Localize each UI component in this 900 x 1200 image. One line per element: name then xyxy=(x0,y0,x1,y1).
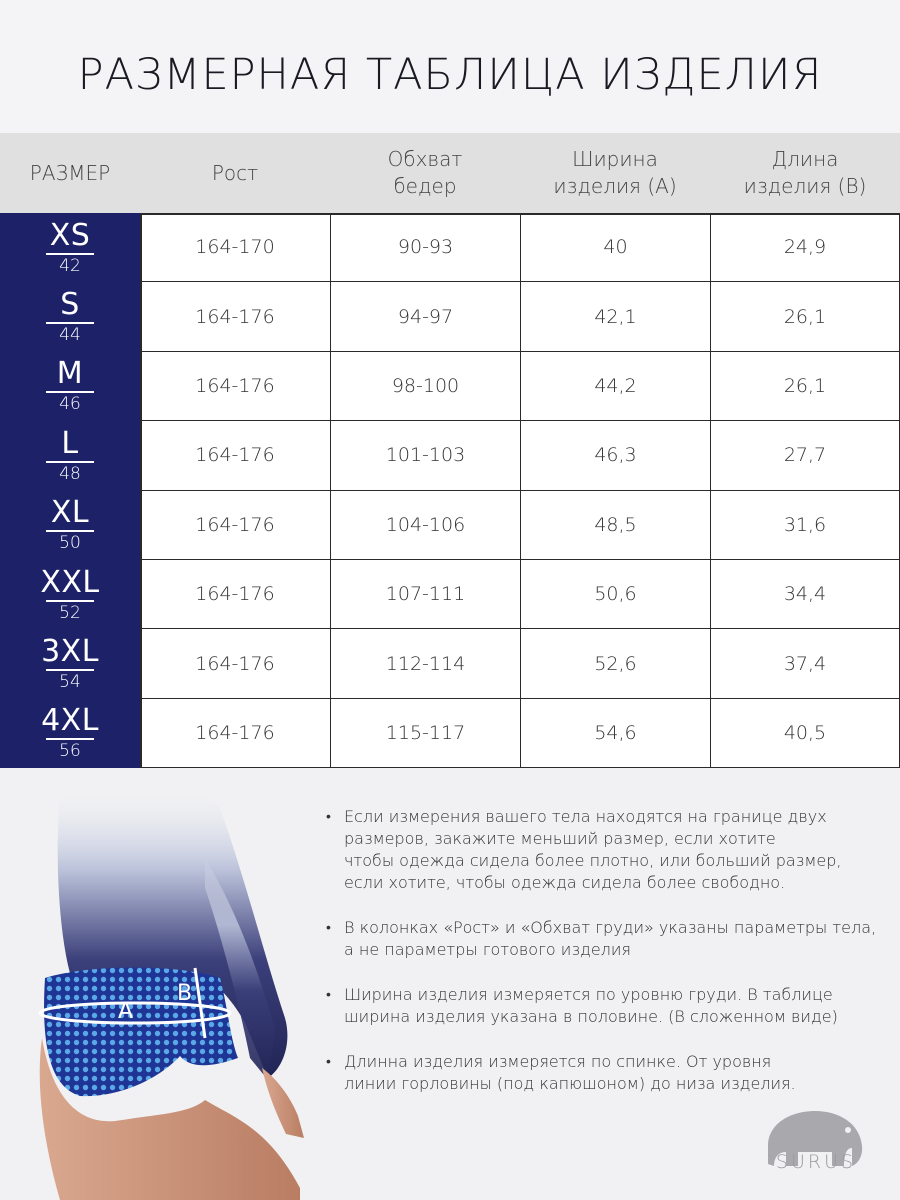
page-title: РАЗМЕРНАЯ ТАБЛИЦА ИЗДЕЛИЯ xyxy=(77,50,823,100)
shorts-shape xyxy=(44,968,238,1097)
table-cell-length: 26,1 xyxy=(711,282,900,351)
table-cell-hips: 112-114 xyxy=(331,629,521,698)
bullet-icon: • xyxy=(326,809,331,825)
size-letter: 3XL xyxy=(41,633,99,669)
size-letter: XS xyxy=(49,217,91,253)
size-number: 48 xyxy=(59,463,81,484)
table-cell-width: 48,5 xyxy=(521,491,711,560)
hand-shape xyxy=(262,1068,304,1138)
note-line: а не параметры готового изделия xyxy=(344,940,631,959)
table-cell-width: 40 xyxy=(521,213,711,282)
table-cell-length: 40,5 xyxy=(711,699,900,768)
table-cell-hips: 104-106 xyxy=(331,491,521,560)
table-cell-length: 27,7 xyxy=(711,421,900,490)
size-number: 56 xyxy=(59,741,81,762)
label-a: A xyxy=(118,999,134,1024)
size-number: 50 xyxy=(59,533,81,554)
size-divider xyxy=(46,600,94,602)
note-line: Ширина изделия измеряется по уровню груди. В таблице xyxy=(344,985,833,1004)
note-line: чтобы одежда сидела более плотно, или больший размер, xyxy=(344,851,842,870)
table-cell-height: 164-176 xyxy=(140,699,331,768)
header-length: Длина изделия (В) xyxy=(743,147,867,198)
info-section xyxy=(0,768,900,1200)
size-number: 52 xyxy=(59,602,81,623)
table-cell-length: 24,9 xyxy=(711,213,900,282)
table-cell-width: 52,6 xyxy=(521,629,711,698)
table-cell-length: 31,6 xyxy=(711,491,900,560)
header-width: Ширина изделия (А) xyxy=(553,147,677,198)
table-cell-hips: 115-117 xyxy=(331,699,521,768)
size-badge xyxy=(0,699,140,768)
size-divider xyxy=(46,669,94,671)
brand-name: SURUS xyxy=(775,1151,857,1173)
table-cell-length: 34,4 xyxy=(711,560,900,629)
size-column xyxy=(0,213,140,768)
table-cell-height: 164-176 xyxy=(140,282,331,351)
bullet-icon: • xyxy=(326,987,331,1003)
table-cell-width: 50,6 xyxy=(521,560,711,629)
note-line: если хотите, чтобы одежда сидела более свободно. xyxy=(344,873,786,892)
table-cell-height: 164-176 xyxy=(140,560,331,629)
size-number: 46 xyxy=(59,394,81,415)
header-height: Рост xyxy=(211,160,259,185)
size-letter: XXL xyxy=(40,564,100,600)
size-number: 54 xyxy=(59,671,81,692)
note-item xyxy=(326,806,866,894)
note-line: Длинна изделия измеряется по спинке. От уровня xyxy=(344,1052,772,1071)
size-badge xyxy=(0,282,140,351)
table-cell-width: 42,1 xyxy=(521,282,711,351)
size-badge xyxy=(0,352,140,421)
table-cell-length: 26,1 xyxy=(711,352,900,421)
table-cell-height: 164-176 xyxy=(140,421,331,490)
size-divider xyxy=(46,391,94,393)
table-left-border xyxy=(140,213,142,768)
header-size: РАЗМЕР xyxy=(29,160,111,185)
size-badge xyxy=(0,213,140,282)
table-cell-hips: 90-93 xyxy=(331,213,521,282)
size-divider xyxy=(46,253,94,255)
table-cell-length: 37,4 xyxy=(711,629,900,698)
table-cell-hips: 98-100 xyxy=(331,352,521,421)
size-letter: M xyxy=(56,356,84,392)
table-cell-hips: 101-103 xyxy=(331,421,521,490)
notes-list xyxy=(326,806,877,1118)
note-line: размеров, закажите меньший размер, если хотите xyxy=(344,829,776,848)
size-divider xyxy=(46,322,94,324)
note-line: ширина изделия указана в половине. (В сложенном виде) xyxy=(344,1007,838,1026)
bullet-icon: • xyxy=(326,1054,331,1070)
size-badge xyxy=(0,421,140,490)
size-badge xyxy=(0,629,140,698)
note-line: В колонках «Рост» и «Обхват груди» указаны параметры тела, xyxy=(344,918,877,937)
size-letter: S xyxy=(60,286,80,322)
table-top-border xyxy=(140,213,900,215)
size-table xyxy=(140,213,900,768)
table-cell-width: 46,3 xyxy=(521,421,711,490)
size-letter: XL xyxy=(50,495,90,531)
table-header-row xyxy=(0,133,900,213)
size-badge xyxy=(0,491,140,560)
size-divider xyxy=(46,461,94,463)
table-cell-hips: 107-111 xyxy=(331,560,521,629)
size-letter: 4XL xyxy=(41,703,99,739)
table-cell-width: 54,6 xyxy=(521,699,711,768)
size-divider xyxy=(46,530,94,532)
note-line: Если измерения вашего тела находятся на границе двух xyxy=(344,807,827,826)
note-line: линии горловины (под капюшоном) до низа изделия. xyxy=(344,1074,796,1093)
table-cell-height: 164-170 xyxy=(140,213,331,282)
size-number: 44 xyxy=(59,324,81,345)
size-number: 42 xyxy=(59,255,81,276)
table-cell-hips: 94-97 xyxy=(331,282,521,351)
table-cell-width: 44,2 xyxy=(521,352,711,421)
size-letter: L xyxy=(61,425,79,461)
table-cell-height: 164-176 xyxy=(140,352,331,421)
label-b: B xyxy=(177,981,193,1006)
note-item xyxy=(326,984,866,1028)
header-hips: Обхват бедер xyxy=(387,147,463,198)
size-badge xyxy=(0,560,140,629)
note-item xyxy=(326,917,877,961)
table-cell-height: 164-176 xyxy=(140,629,331,698)
bullet-icon: • xyxy=(326,920,331,936)
size-divider xyxy=(46,738,94,740)
measurement-figure xyxy=(0,768,320,1200)
table-cell-height: 164-176 xyxy=(140,491,331,560)
